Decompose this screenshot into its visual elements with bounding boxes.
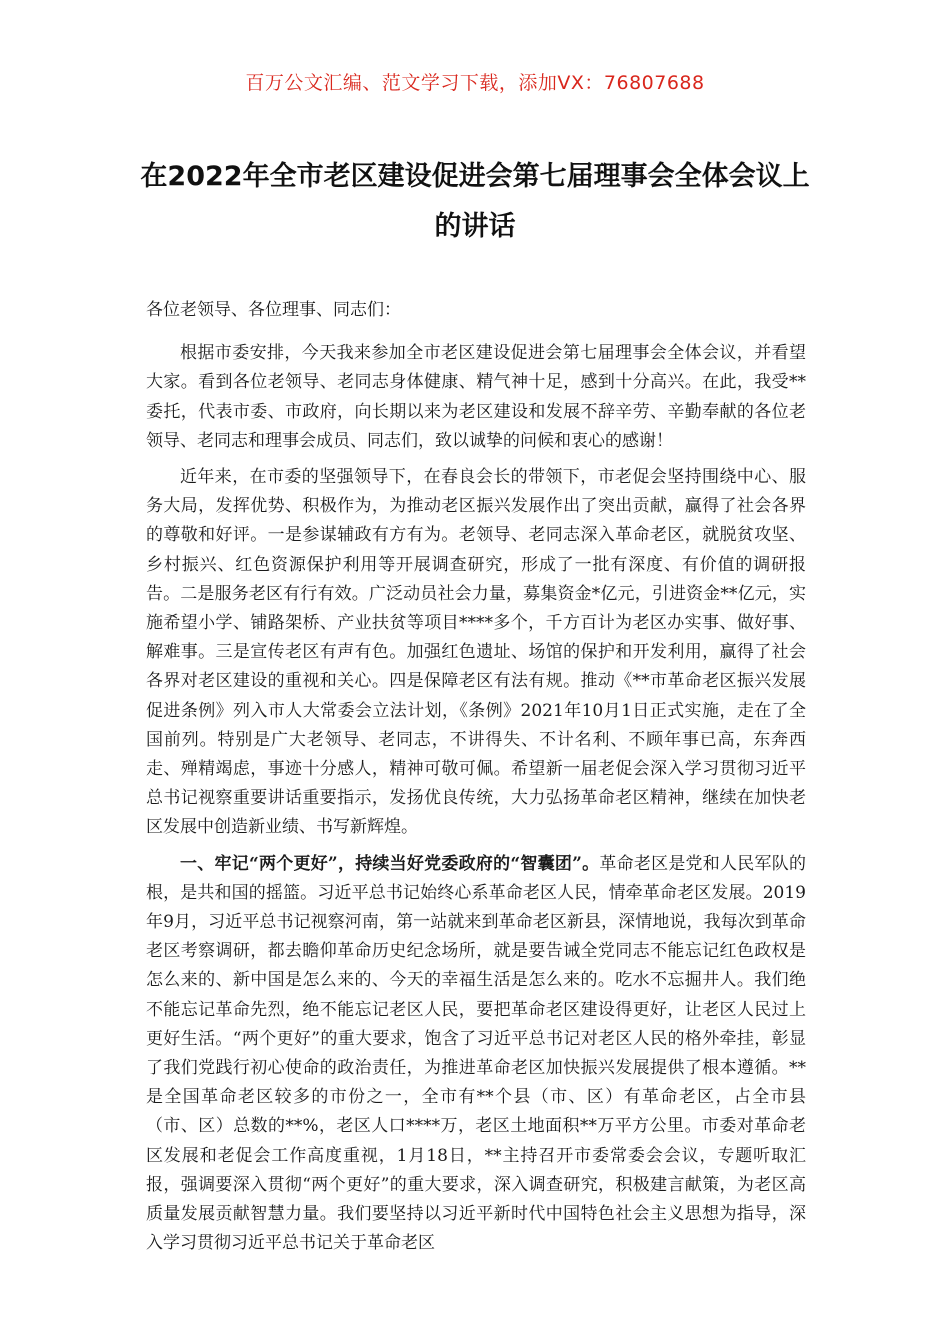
watermark-banner: 百万公文汇编、范文学习下载，添加VX：76807688 — [245, 72, 705, 94]
section-heading: 一、牢记“两个更好”，持续当好党委政府的“智囊团”。 — [180, 853, 600, 874]
section-paragraph — [146, 850, 806, 1259]
paragraph: 近年来，在市委的坚强领导下，在春良会长的带领下，市老促会坚持围绕中心、服务大局，发挥优势、积极作为，为推动老区振兴发展作出了突出贡献，赢得了社会各界的尊敬和好评。一是参谋辅政有方有为。老领导、老同志深入革命老区，就脱贫攻坚、乡村振兴、红色资源保护利用等开展调查研究，形成了一批有深度、有价值的调研报告。二是服务老区有行有效。广泛动员社会力量，募集资金*亿元，引进资金**亿元，实施希望小学、铺路架桥、产业扶贫等项目****多个，千方百计为老区办实事、做好事、解难事。三是宣传老区有声有色。加强红色遗址、场馆的保护和开发利用，赢得了社会各界对老区建设的重视和关心。四是保障老区有法有规。推动《**市革命老区振兴发展促进条例》列入市人大常委会立法计划，《条例》2021年10月1日正式实施，走在了全国前列。特别是广大老领导、老同志，不讲得失、不计名利、不顾年事已高，东奔西走、殚精竭虑，事迹十分感人，精神可敬可佩。希望新一届老促会深入学习贯彻习近平总书记视察重要讲话重要指示，发扬优良传统，大力弘扬革命老区精神，继续在加快老区发展中创造新业绩、书写新辉煌。 — [146, 467, 806, 838]
section-body: 革命老区是党和人民军队的根，是共和国的摇篮。习近平总书记始终心系革命老区人民，情牵革命老区发展。2019年9月，习近平总书记视察河南，第一站就来到革命老区新县，深情地说，我每次到革命老区考察调研，都去瞻仰革命历史纪念场所，就是要告诫全党同志不能忘记红色政权是怎么来的、新中国是怎么来的、今天的幸福生活是怎么来的。吃水不忘掘井人。我们绝不能忘记革命先烈，绝不能忘记老区人民，要把革命老区建设得更好，让老区人民过上更好生活。“两个更好”的重大要求，饱含了习近平总书记对老区人民的格外牵挂，彰显了我们党践行初心使命的政治责任，为推进革命老区加快振兴发展提供了根本遵循。**是全国革命老区较多的市份之一，全市有**个县（市、区）有革命老区，占全市县（市、区）总数的**%，老区人口****万，老区土地面积**万平方公里。市委对革命老区发展和老促会工作高度重视，1月18日，**主持召开市委常委会会议，专题听取汇报，强调要深入贯彻“两个更好”的重大要求，深入调查研究，积极建言献策，为老区高质量发展贡献智慧力量。我们要坚持以习近平新时代中国特色社会主义思想为指导，深入学习贯彻习近平总书记关于革命老区 — [146, 853, 806, 1254]
salutation: 各位老领导、各位理事、同志们： — [146, 300, 401, 320]
document-title: 在2022年全市老区建设促进会第七届理事会全体会议上的讲话 — [140, 161, 810, 242]
document-body — [146, 296, 806, 1266]
paragraph: 根据市委安排，今天我来参加全市老区建设促进会第七届理事会全体会议，并看望大家。看到各位老领导、老同志身体健康、精气神十足，感到十分高兴。在此，我受** 委托，代表市委、市政府，向长期以来为老区建设和发展不辞辛劳、辛勤奉献的各位老领导、老同志和理事会成员、同志们，致以诚挚的问候和衷心的感谢！ — [146, 343, 806, 451]
